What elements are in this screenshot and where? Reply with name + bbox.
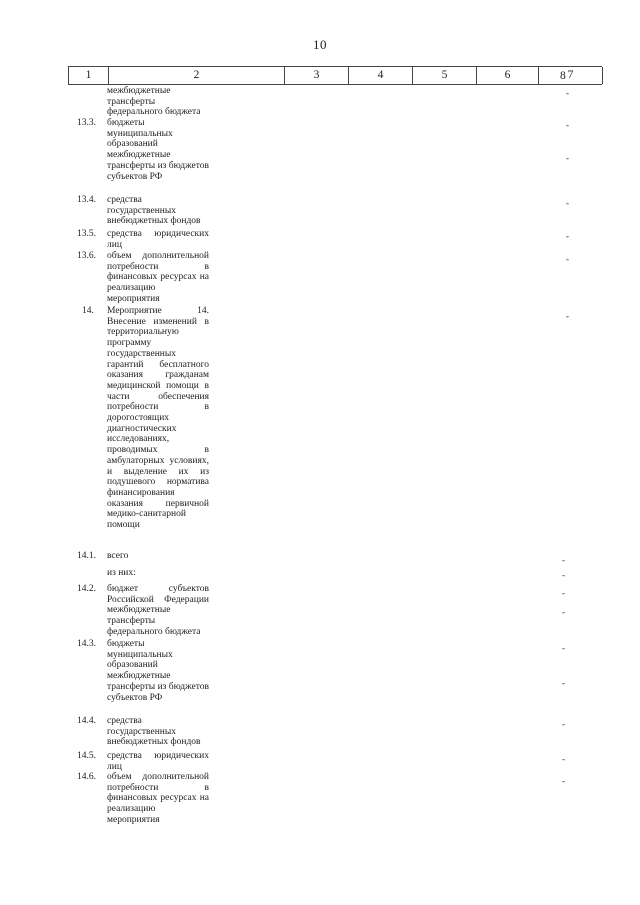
row-text: бюджеты муниципальных образований межбюджетные трансферты из бюджетов субъектов РФ [107,118,209,182]
row-text: из них: [107,568,136,578]
empty-value-dash: - [566,254,569,264]
empty-value-dash: - [566,198,569,208]
empty-value-dash: - [566,153,569,163]
row-number: 14.3. [77,639,96,649]
row-text: бюджеты муниципальных образований межбюджетные трансферты из бюджетов субъектов РФ [107,639,209,703]
empty-value-dash: - [562,555,565,565]
row-text: Мероприятие 14. Внесение изменений в территориальную программу государственных гарантий бесплатного оказания гражданам медицинской помощи в части обеспечения потребности в дорогостоящих диагностических исследованиях, проводимых в амбулаторных условиях, и выделение их из подушевого норматива финансирования оказания первичной медико-санитарной помощи [107,306,209,531]
row-text: всего [107,551,129,561]
row-text: объем дополнительной потребности в финансовых ресурсах на реализацию мероприятия [107,251,209,304]
empty-value-dash: - [566,120,569,130]
col-header-3: 3 [284,67,348,84]
row-number: 14.2. [77,584,96,594]
empty-value-dash: - [562,643,565,653]
empty-value-dash: - [562,719,565,729]
empty-value-dash: - [562,754,565,764]
row-text: средства государственных внебюджетных фондов [107,716,201,748]
col-header-8: 8 [560,70,566,82]
empty-value-dash: - [562,678,565,688]
col-header-5: 5 [412,67,476,84]
col-header-6: 6 [476,67,538,84]
empty-value-dash: - [562,570,565,580]
row-text: межбюджетные трансферты федерального бюджета [107,86,201,118]
col-header-4: 4 [348,67,412,84]
empty-value-dash: - [562,776,565,786]
row-text: бюджет субъектов Российской Федерации межбюджетные трансферты федерального бюджета [107,584,209,637]
row-text: объем дополнительной потребности в финансовых ресурсах на реализацию мероприятия [107,772,209,825]
row-number: 14.6. [77,772,96,782]
empty-value-dash: - [566,88,569,98]
page-number: 10 [313,37,327,52]
empty-value-dash: - [566,311,569,321]
row-text: средства юридических лиц [107,751,209,772]
col-header-7: 7 [538,67,602,84]
row-number: 14.5. [77,751,96,761]
empty-value-dash: - [562,588,565,598]
row-number: 14.1. [77,551,96,561]
empty-value-dash: - [562,607,565,617]
col-header-2: 2 [108,67,284,84]
empty-value-dash: - [566,231,569,241]
row-text: средства государственных внебюджетных фондов [107,195,201,227]
row-text: средства юридических лиц [107,229,209,250]
col-header-1: 1 [68,67,108,84]
row-number: 14. [82,306,94,316]
row-number: 13.5. [77,229,96,239]
row-number: 13.6. [77,251,96,261]
row-number: 13.4. [77,195,96,205]
row-number: 14.4. [77,716,96,726]
row-number: 13.3. [77,118,96,128]
